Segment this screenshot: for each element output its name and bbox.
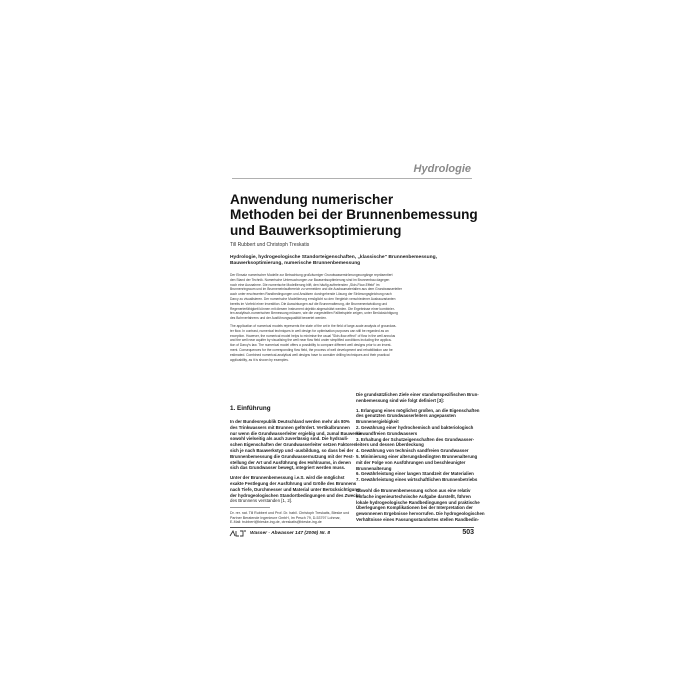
list-item: des genutzten Grundwasserleiters angepassten xyxy=(356,413,456,419)
list-item: leiters und dessen Überdeckung xyxy=(356,442,424,448)
list-item: mit der Folge von Ausführungen und beschleunigter xyxy=(356,459,466,465)
footer-rule xyxy=(230,527,474,528)
text-line: Überlegungen Komplikationen bei der Interpretation der xyxy=(356,505,473,511)
list-item: 3. Erhaltung der Schutzeigenschaften des Grundwasser- xyxy=(356,436,475,442)
text-line: des Brunnens verstanden [1, 2]. xyxy=(230,498,293,504)
list-item: einwandfreien Grundwassers xyxy=(356,430,418,436)
list-item: 4. Gewährung von technisch sandfreien Grundwasser xyxy=(356,448,469,454)
author-footnote xyxy=(230,511,350,525)
abstract-line: tion of Darcy's law. The numerical model offers a possibility to compare different well designs prior to an invest- xyxy=(230,343,392,348)
definition-paragraph xyxy=(230,475,361,504)
text-line: exakte Festlegung der Ausführung und Größe des Brunnens xyxy=(230,480,357,486)
article-title xyxy=(230,192,478,238)
text-line: der hydrogeologischen Standortbedingungen und des Zwecks xyxy=(230,492,361,498)
text-line: In der Bundesrepublik Deutschland werden mehr als 80% xyxy=(230,419,350,424)
abstract-line: exception. However, the numerical model helps to minimise the usual "Skin-flow-effect" of flow in the well annulus xyxy=(230,333,396,338)
publisher-logo-icon xyxy=(230,530,246,537)
page-footer xyxy=(230,530,474,540)
abstract-line: and the well near aquifer by visualising the well near flow field under simplified conditions including the applica- xyxy=(230,338,392,343)
abstract-line: Darcy zu visualisieren. Der numerische Modellierung ermöglicht so den Vergleich verschiedener Ausbauvarianten xyxy=(230,296,396,301)
goals-intro xyxy=(356,392,479,404)
text-line: Verhältnisse eines Fassungsstandortes stellen Randbedin- xyxy=(356,516,479,522)
article-keywords xyxy=(230,255,474,267)
abstract-english xyxy=(230,324,474,362)
abstract-line: des Bohrverfahrens und der Ausführungsqualität bewertet werden. xyxy=(230,316,327,321)
section-tag-rule xyxy=(232,178,472,179)
list-item: Brunnenalterung xyxy=(356,465,392,471)
section-heading: 1. Einführung xyxy=(230,405,271,412)
text-line: stellung der Art und Ausführung des Hohlraums, in denen xyxy=(230,459,351,465)
text-line: lokale hydrogeologische Randbedingungen und praktische xyxy=(356,499,480,505)
text-line: gewonnenen Ergebnisse hervorrufen. Die hydrogeologischen xyxy=(356,511,485,517)
goals-list xyxy=(356,407,480,483)
abstract-line: applicability, as it is shown by examples. xyxy=(230,357,289,362)
list-item: 5. Minimierung einer alterungsbedingten Brunnenalterung xyxy=(356,453,478,459)
title-line: Anwendung numerischer xyxy=(230,192,394,207)
title-line: und Bauwerksoptimierung xyxy=(230,222,402,238)
abstract-line: ter flow. In contrast, numerical techniques in well design for optimisation purposes can still be regarded as an xyxy=(230,328,389,333)
footnote-line: E-Mail: trubbert@bieske-ing.de, ctreskatis@bieske-ing.de xyxy=(230,520,322,525)
abstract-line: bereits im Vorfeld einer Investition. Die Auswirkungen auf die Brunnenalterung, die Brunnenentwicklung und xyxy=(230,301,388,306)
text-line: nenbemessung sind wie folgt definiert [3]: xyxy=(356,397,445,403)
journal-reference: Wasser · Abwasser 147 (2006) Nr. 8 xyxy=(250,531,330,536)
list-item: 1. Erlangung eines möglichst großen, an die Eigenschaften xyxy=(356,407,480,413)
text-line: sowohl vielseitig als auch zuverlässig sind. Die hydrauli- xyxy=(230,436,349,442)
abstract-german xyxy=(230,273,474,321)
section-tag: Hydrologie xyxy=(413,163,471,175)
text-line: Die grundsätzlichen Ziele einer standortspezifischen Brun- xyxy=(356,392,479,397)
title-line: Methoden bei der Brunnenbemessung xyxy=(230,207,478,223)
abstract-line: The application of numerical models represents the state of the art in the field of large-scale analysis of groundwa- xyxy=(230,324,397,328)
abstract-line: noch eine Ausnahme. Die numerische Modellierung hilft, den häufig auftretenden „Skin-Flow-Effekt" im xyxy=(230,282,380,287)
abstract-line: ment. Consequences for the corresponding flow field, the process of well development and rehabilitation can be xyxy=(230,347,393,352)
keywords-line: Bauwerksoptimierung, numerische Brunnenbemessung xyxy=(230,261,361,266)
abstract-line: den Stand der Technik. Numerische Untersuchungen zur Bauwerksoptimierung sind im Brunnenbau dagegen xyxy=(230,277,390,282)
text-line: nach Tiefe, Durchmesser und Material unter Berücksichtigung xyxy=(230,486,360,492)
list-item: 2. Gewährung einer hydrochemisch und bakteriologisch xyxy=(356,424,474,430)
abstract-line: Der Einsatz numerischer Modelle zur Betrachtung großräumiger Grundwasserströmungsvorgänge repräsentiert xyxy=(230,273,393,277)
text-line: Unter der Brunnenbemessung i.e.S. wird die möglichst xyxy=(230,475,345,481)
footnote-rule xyxy=(230,507,270,508)
intro-paragraph xyxy=(230,419,362,471)
text-line: schen Eigenschaften der Grundwasserleiter setzen Faktoren xyxy=(230,442,357,448)
list-item: 7. Gewährleistung eines wirtschaftlichen Brunnenbetriebs xyxy=(356,477,478,483)
text-line: nur wenn die Grundwasserleiter ergiebig und, zumal Bauwerke xyxy=(230,430,362,436)
abstract-line: Regenerierfähigkeit können mit diesem Instrument objektiv abgeschätzt werden. Die Ergebnisse einer kombinier- xyxy=(230,306,395,311)
keywords-line: Hydrologie, hydrogeologische Standorteigenschaften, „klassische" Brunnenbemessung, xyxy=(230,255,437,260)
text-line: Brunnenbemessung die Grundwassernutzung mit der Fest- xyxy=(230,453,354,459)
text-line: Obwohl die Brunnenbemessung schon aus eine relativ xyxy=(356,487,471,493)
footnote-line: Partner Beratende Ingenieure GmbH, Im Pesch 79, D-53797 Lohmar, xyxy=(230,515,341,520)
text-line: sich je nach Bauwerkstyp und -ausbildung, so dass bei der xyxy=(230,447,354,453)
abstract-line: ten analytisch-numerischen Bemessung müssen, wie die vorgestellten Fallbeispiele zeigen, unter Berücksichtigung xyxy=(230,311,398,316)
list-item: 6. Gewährleistung einer langen Standzeit der Materialien xyxy=(356,471,474,477)
article-authors: Till Rubbert und Christoph Treskatis xyxy=(230,242,310,248)
abstract-line: auch unter erschwerten Randbedingungen und Ansätzen durchgehende Lösung der Strömungsgleichung nach xyxy=(230,292,392,297)
list-item: Brunnenergiebigkeit xyxy=(356,419,399,425)
abstract-line: Brunnenringraum und im Brunneneinlaufbereich zu vermeiden und die Ausbaumaterialien aus dem Grundwasserleiter xyxy=(230,287,402,292)
left-column xyxy=(230,405,362,508)
body-paragraph xyxy=(356,487,485,523)
footnote-line: Dr. rer. nat. Till Rubbert und Prof. Dr. habil. Christoph Treskatis, Bieske und xyxy=(230,511,350,515)
abstract-line: estimated. Combined numerical-analytical well designs have to consider drilling techniques and their practical xyxy=(230,352,390,357)
page-number: 503 xyxy=(462,529,474,536)
text-line: des Trinkwassers mit Brunnen gefördert. Vertikalbrunnen xyxy=(230,424,350,430)
text-line: einfache ingenieurtechnische Aufgabe darstellt, führen xyxy=(356,493,471,499)
text-line: sich das Grundwasser bewegt, integriert werden muss. xyxy=(230,465,346,471)
right-column xyxy=(356,392,485,527)
